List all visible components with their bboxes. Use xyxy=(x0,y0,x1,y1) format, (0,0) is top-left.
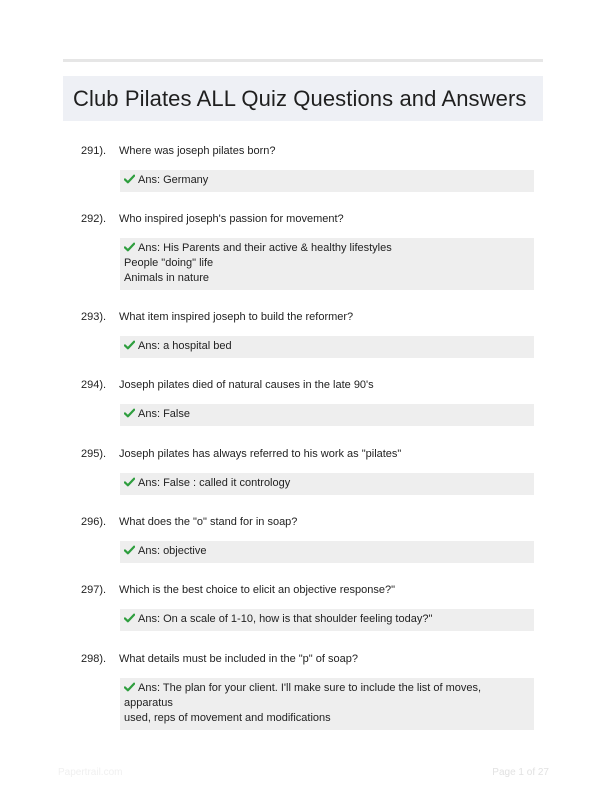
answer-text: Ans: On a scale of 1-10, how is that shoulder feeling today?" xyxy=(138,613,433,625)
question-number: 297). xyxy=(81,584,107,596)
answer-text: Ans: His Parents and their active & healthy lifestyles xyxy=(138,242,392,254)
answer-line xyxy=(124,476,530,491)
check-icon xyxy=(124,545,135,555)
check-icon xyxy=(124,242,135,252)
answer-text: Ans: Germany xyxy=(138,174,209,186)
check-icon xyxy=(124,613,135,623)
answer-line: used, reps of movement and modifications xyxy=(124,712,331,724)
answer-line xyxy=(124,681,530,711)
answer-box xyxy=(120,541,534,563)
answer-line xyxy=(124,544,530,559)
question-number: 295). xyxy=(81,448,107,460)
answer-text: Ans: objective xyxy=(138,545,207,557)
answer-line xyxy=(124,173,530,188)
answer-box xyxy=(120,238,534,290)
answer-box xyxy=(120,678,534,730)
answer-box xyxy=(120,473,534,495)
answer-box xyxy=(120,609,534,631)
question-number: 294). xyxy=(81,379,107,391)
check-icon xyxy=(124,682,135,692)
question-text: Joseph pilates has always referred to his work as "pilates" xyxy=(119,448,402,460)
question-text: What details must be included in the "p" of soap? xyxy=(119,653,358,665)
question-number: 292). xyxy=(81,213,107,225)
question-text: Who inspired joseph's passion for movement? xyxy=(119,213,344,225)
question-text: What item inspired joseph to build the reformer? xyxy=(119,311,354,323)
page-title: Club Pilates ALL Quiz Questions and Answers xyxy=(73,85,527,111)
title-banner xyxy=(63,76,543,121)
check-icon xyxy=(124,477,135,487)
question-text: Which is the best choice to elicit an objective response?" xyxy=(119,584,395,596)
page-indicator: Page 1 of 27 xyxy=(492,767,549,778)
answer-text: Ans: False : called it contrology xyxy=(138,477,291,489)
answer-line xyxy=(124,612,530,627)
check-icon xyxy=(124,408,135,418)
question-text: Joseph pilates died of natural causes in the late 90's xyxy=(119,379,374,391)
question-text: What does the "o" stand for in soap? xyxy=(119,516,298,528)
answer-box xyxy=(120,404,534,426)
answer-line xyxy=(124,339,530,354)
check-icon xyxy=(124,174,135,184)
top-divider xyxy=(63,59,543,62)
answer-line xyxy=(124,241,530,256)
answer-text: Ans: The plan for your client. I'll make sure to include the list of moves, apparatus xyxy=(124,682,482,709)
question-number: 293). xyxy=(81,311,107,323)
check-icon xyxy=(124,340,135,350)
question-number: 296). xyxy=(81,516,107,528)
answer-line: Animals in nature xyxy=(124,272,209,284)
answer-box xyxy=(120,336,534,358)
answer-line: People "doing" life xyxy=(124,257,214,269)
question-text: Where was joseph pilates born? xyxy=(119,145,276,157)
answer-text: Ans: a hospital bed xyxy=(138,340,232,352)
answer-text: Ans: False xyxy=(138,408,190,420)
answer-line xyxy=(124,407,530,422)
question-number: 298). xyxy=(81,653,107,665)
question-number: 291). xyxy=(81,145,107,157)
footer-watermark: Papertrail.com xyxy=(58,767,123,778)
answer-box xyxy=(120,170,534,192)
